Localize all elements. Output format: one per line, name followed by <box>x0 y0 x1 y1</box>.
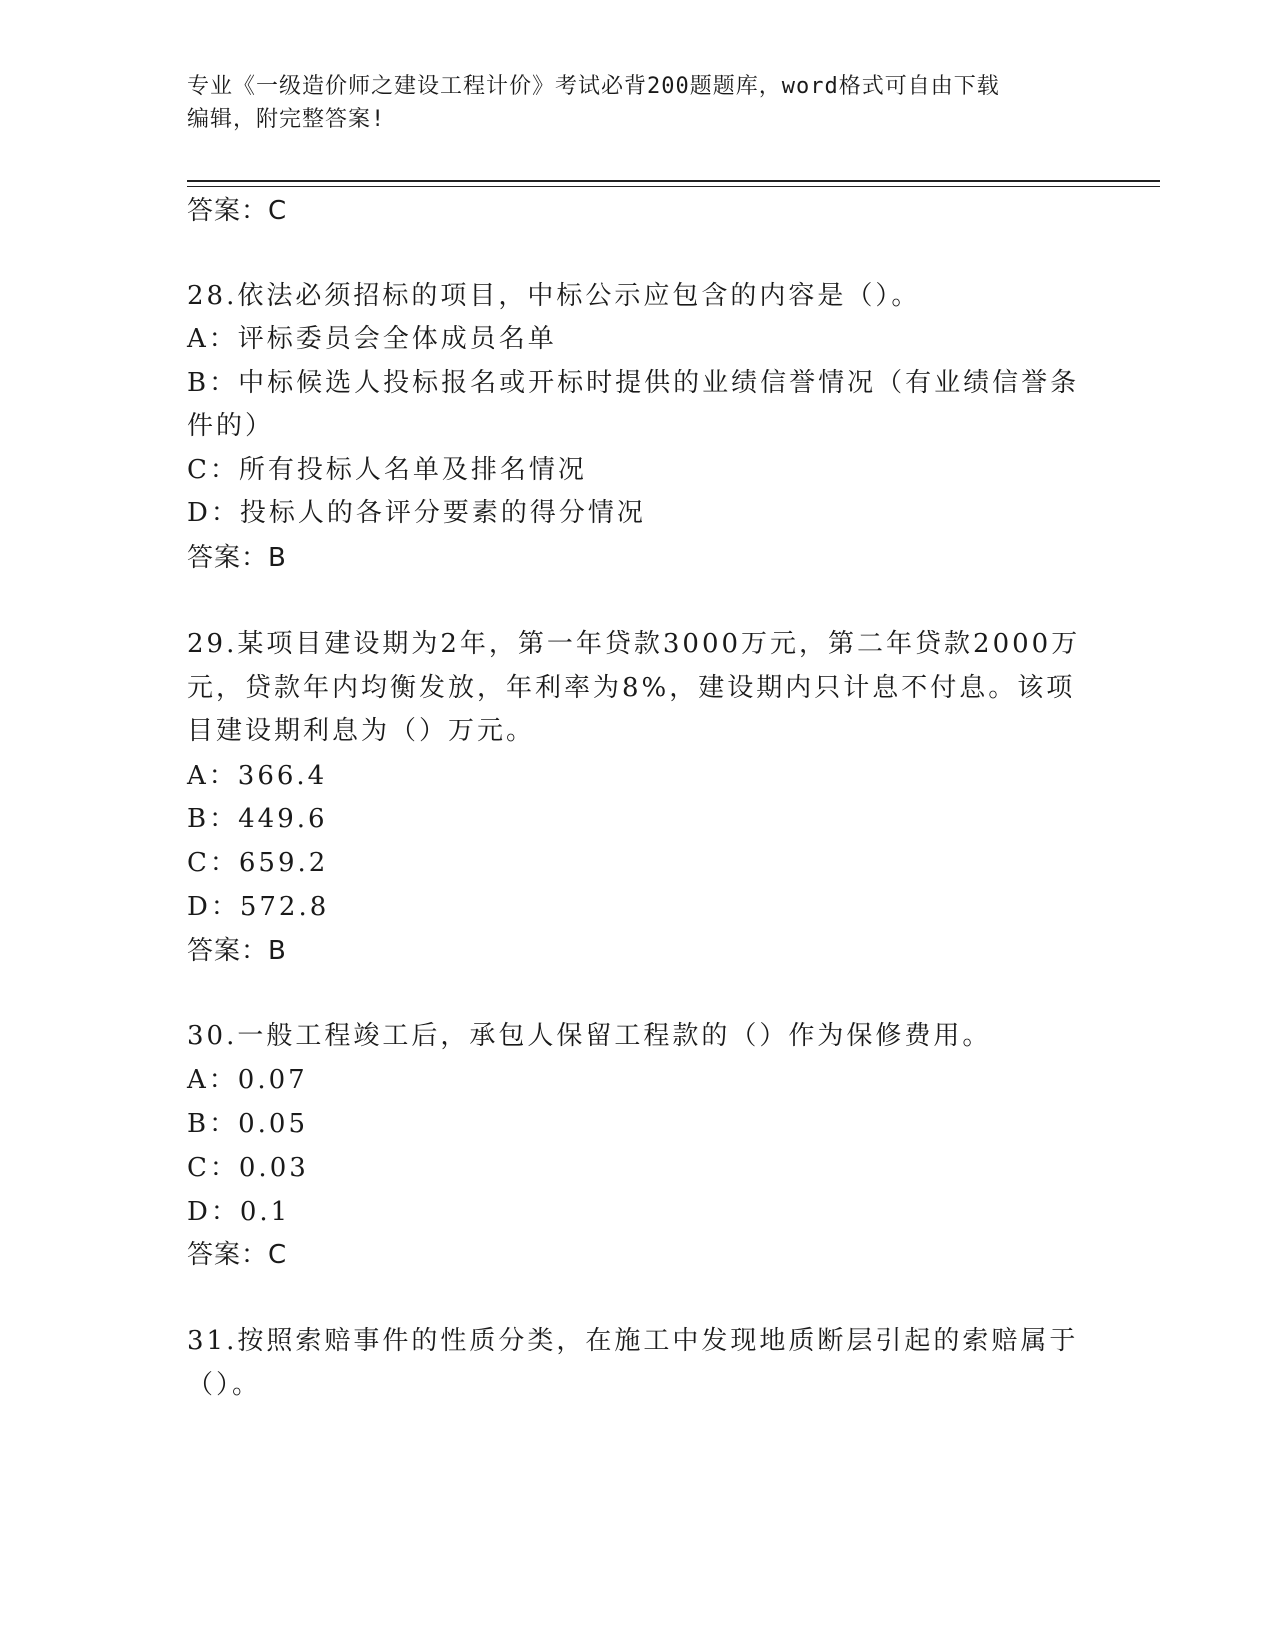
question-28-option-b: B：中标候选人投标报名或开标时提供的业绩信誉情况（有业绩信誉条 <box>187 368 1080 398</box>
header-line-1: 专业《一级造价师之建设工程计价》考试必背200题题库，word格式可自由下载 <box>187 74 1000 99</box>
answer-30: 答案：C <box>187 1240 288 1270</box>
question-29-option-d: D：572.8 <box>187 892 330 922</box>
header-divider-thin <box>187 186 1160 187</box>
question-30-stem: 30.一般工程竣工后，承包人保留工程款的（）作为保修费用。 <box>187 1021 992 1051</box>
question-31-stem-1: 31.按照索赔事件的性质分类，在施工中发现地质断层引起的索赔属于 <box>187 1326 1079 1356</box>
question-29-stem-3: 目建设期利息为（）万元。 <box>187 716 536 746</box>
question-30-option-a: A：0.07 <box>187 1065 308 1095</box>
question-30-option-c: C：0.03 <box>187 1153 309 1183</box>
answer-28: 答案：B <box>187 543 287 573</box>
question-28-option-b-cont: 件的） <box>187 411 275 441</box>
question-28-option-a: A：评标委员会全体成员名单 <box>187 324 557 354</box>
question-29-option-a: A：366.4 <box>187 761 328 791</box>
question-28-stem: 28.依法必须招标的项目，中标公示应包含的内容是（）。 <box>187 281 921 311</box>
question-30-option-d: D：0.1 <box>187 1197 291 1227</box>
question-31-stem-2: （）。 <box>187 1370 262 1400</box>
question-28-option-d: D：投标人的各评分要素的得分情况 <box>187 498 646 528</box>
header-line-2: 编辑，附完整答案! <box>187 107 386 132</box>
answer-27: 答案：C <box>187 196 288 226</box>
question-29-stem-2: 元，贷款年内均衡发放，年利率为8%，建设期内只计息不付息。该项 <box>187 673 1076 703</box>
question-30-option-b: B：0.05 <box>187 1109 308 1139</box>
question-29-option-c: C：659.2 <box>187 848 329 878</box>
answer-29: 答案：B <box>187 936 287 966</box>
question-29-option-b: B：449.6 <box>187 804 328 834</box>
question-28-option-c: C：所有投标人名单及排名情况 <box>187 455 587 485</box>
header-divider-thick <box>187 180 1160 182</box>
document-header <box>187 70 1067 136</box>
question-29-stem-1: 29.某项目建设期为2年，第一年贷款3000万元，第二年贷款2000万 <box>187 629 1081 659</box>
